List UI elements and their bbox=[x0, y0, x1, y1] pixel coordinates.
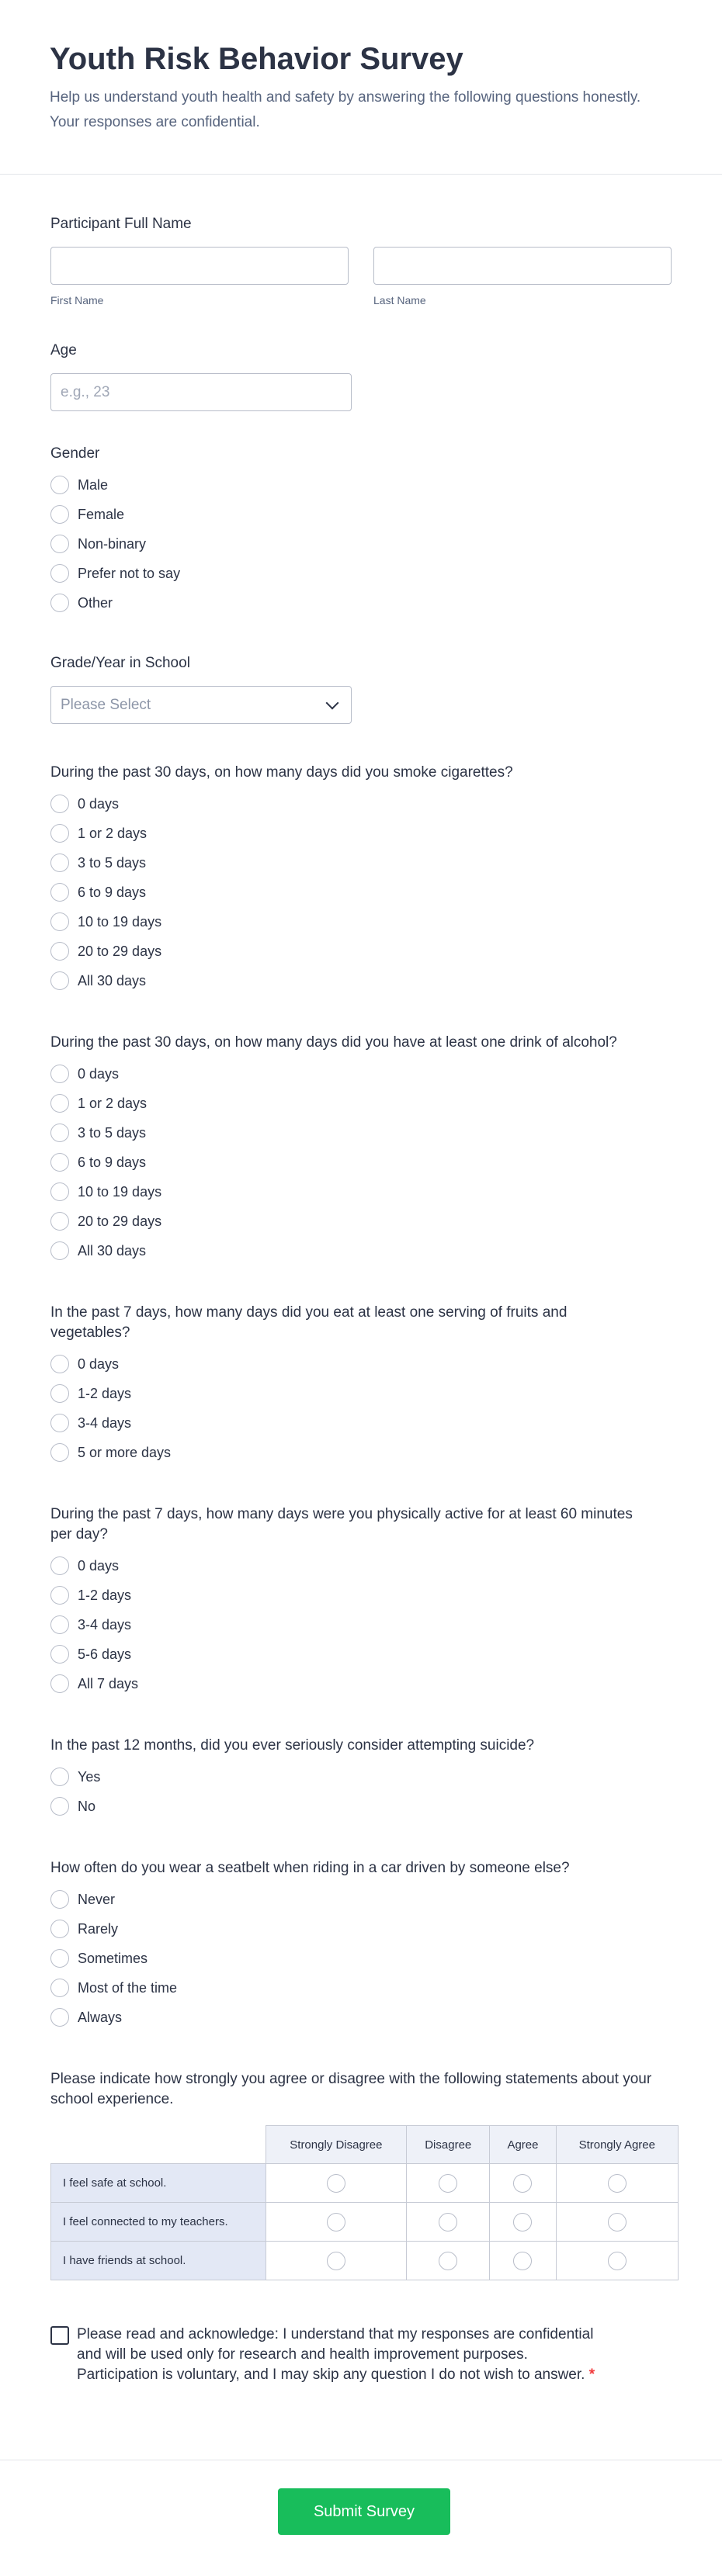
option-label: 1 or 2 days bbox=[78, 1095, 148, 1111]
radio-button[interactable] bbox=[50, 505, 69, 524]
gender-option[interactable] bbox=[50, 529, 672, 559]
cigarettes-field bbox=[50, 763, 672, 995]
option-label: Never bbox=[78, 1891, 116, 1907]
matrix-cell bbox=[266, 2242, 406, 2280]
seatbelt-options bbox=[50, 1885, 672, 2032]
matrix-column-header: Strongly Agree bbox=[556, 2126, 678, 2164]
gender-options bbox=[50, 470, 672, 618]
fruits-option[interactable] bbox=[50, 1349, 672, 1379]
alcohol-option[interactable] bbox=[50, 1148, 672, 1177]
radio-button[interactable] bbox=[50, 1153, 69, 1172]
radio-button[interactable] bbox=[50, 1355, 69, 1373]
alcohol-label: During the past 30 days, on how many days did you have at least one drink of alcohol? bbox=[50, 1034, 617, 1051]
radio-button[interactable] bbox=[50, 1094, 69, 1113]
option-label: 1-2 days bbox=[78, 1385, 132, 1401]
school-matrix bbox=[50, 2125, 679, 2280]
full-name-field bbox=[50, 214, 672, 306]
age-field bbox=[50, 341, 672, 411]
grade-field bbox=[50, 653, 672, 724]
matrix-radio-button[interactable] bbox=[439, 2213, 457, 2231]
matrix-radio-button[interactable] bbox=[327, 2252, 345, 2270]
required-asterisk: * bbox=[588, 2367, 595, 2383]
alcohol-option[interactable] bbox=[50, 1059, 672, 1089]
suicide-option[interactable] bbox=[50, 1762, 672, 1792]
option-label: 0 days bbox=[78, 795, 120, 812]
matrix-cell bbox=[407, 2242, 490, 2280]
acknowledge-checkbox[interactable] bbox=[50, 2326, 69, 2345]
option-label: 10 to 19 days bbox=[78, 1183, 162, 1200]
matrix-column-header: Strongly Disagree bbox=[266, 2126, 406, 2164]
age-label: Age bbox=[50, 342, 77, 358]
option-label: Always bbox=[78, 2009, 123, 2025]
option-label: Rarely bbox=[78, 1920, 119, 1937]
radio-button[interactable] bbox=[50, 1414, 69, 1432]
radio-button[interactable] bbox=[50, 1979, 69, 1997]
option-label: All 7 days bbox=[78, 1675, 139, 1691]
option-label: All 30 days bbox=[78, 1242, 147, 1259]
radio-button[interactable] bbox=[50, 912, 69, 931]
fruits-field bbox=[50, 1303, 672, 1467]
radio-button[interactable] bbox=[50, 1797, 69, 1816]
radio-button[interactable] bbox=[50, 1212, 69, 1231]
cigarettes-option[interactable] bbox=[50, 819, 672, 848]
matrix-cell bbox=[490, 2164, 556, 2203]
radio-button[interactable] bbox=[50, 1065, 69, 1083]
matrix-row-label: I feel safe at school. bbox=[51, 2164, 266, 2203]
school-matrix-field bbox=[50, 2069, 672, 2280]
option-label: 0 days bbox=[78, 1065, 120, 1082]
option-label: 3-4 days bbox=[78, 1616, 132, 1633]
seatbelt-option[interactable] bbox=[50, 1885, 672, 1914]
active-label: During the past 7 days, how many days were you physically active for at least 60 minutes per day? bbox=[50, 1506, 633, 1542]
submit-survey-button[interactable]: Submit Survey bbox=[278, 2488, 450, 2535]
cigarettes-label: During the past 30 days, on how many days did you smoke cigarettes? bbox=[50, 764, 513, 781]
option-label: Sometimes bbox=[78, 1950, 148, 1966]
radio-button[interactable] bbox=[50, 883, 69, 902]
alcohol-options bbox=[50, 1059, 672, 1265]
seatbelt-option[interactable] bbox=[50, 1944, 672, 1973]
matrix-radio-button[interactable] bbox=[327, 2174, 345, 2193]
cigarettes-options bbox=[50, 789, 672, 995]
survey-form bbox=[0, 214, 722, 2385]
option-label: 6 to 9 days bbox=[78, 884, 147, 900]
gender-option[interactable] bbox=[50, 470, 672, 500]
option-label: Most of the time bbox=[78, 1979, 178, 1996]
alcohol-option[interactable] bbox=[50, 1236, 672, 1265]
radio-button[interactable] bbox=[50, 594, 69, 612]
alcohol-field bbox=[50, 1033, 672, 1265]
matrix-body bbox=[51, 2164, 679, 2280]
option-label: No bbox=[78, 1798, 96, 1814]
radio-button[interactable] bbox=[50, 476, 69, 494]
option-label: 3 to 5 days bbox=[78, 1124, 147, 1141]
radio-button[interactable] bbox=[50, 535, 69, 553]
matrix-radio-button[interactable] bbox=[327, 2213, 345, 2231]
suicide-label: In the past 12 months, did you ever seriously consider attempting suicide? bbox=[50, 1737, 535, 1754]
option-label: Yes bbox=[78, 1768, 101, 1785]
alcohol-option[interactable] bbox=[50, 1118, 672, 1148]
radio-button[interactable] bbox=[50, 1615, 69, 1634]
option-label: All 30 days bbox=[78, 972, 147, 989]
alcohol-option[interactable] bbox=[50, 1207, 672, 1236]
matrix-row bbox=[51, 2242, 679, 2280]
acknowledgement-body: Please read and acknowledge: I understand that my responses are confidential and will be used only for research and health improvement purposes. Participation is voluntary, and I may skip any question I do not wish to answer. bbox=[77, 2326, 594, 2383]
grade-label: Grade/Year in School bbox=[50, 655, 190, 671]
suicide-options bbox=[50, 1762, 672, 1821]
active-field bbox=[50, 1504, 672, 1698]
page-subtitle: Help us understand youth health and safety by answering the following questions honestly. Your responses are confidential. bbox=[50, 89, 641, 130]
matrix-radio-button[interactable] bbox=[513, 2252, 532, 2270]
radio-button[interactable] bbox=[50, 564, 69, 583]
grade-select-value: Please Select bbox=[61, 696, 151, 713]
radio-button[interactable] bbox=[50, 1949, 69, 1968]
matrix-cell bbox=[556, 2164, 678, 2203]
active-options bbox=[50, 1551, 672, 1698]
radio-button[interactable] bbox=[50, 1182, 69, 1201]
active-option[interactable] bbox=[50, 1669, 672, 1698]
radio-button[interactable] bbox=[50, 1556, 69, 1575]
option-label: 0 days bbox=[78, 1557, 120, 1574]
active-option[interactable] bbox=[50, 1610, 672, 1639]
matrix-row bbox=[51, 2164, 679, 2203]
matrix-header-row bbox=[51, 2126, 679, 2164]
option-label: 10 to 19 days bbox=[78, 913, 162, 930]
first-name-sublabel: First Name bbox=[50, 294, 104, 306]
option-label: Female bbox=[78, 506, 125, 522]
matrix-row-label: I have friends at school. bbox=[51, 2242, 266, 2280]
matrix-row bbox=[51, 2203, 679, 2242]
acknowledgement-text bbox=[77, 2325, 597, 2385]
option-label: 5-6 days bbox=[78, 1646, 132, 1662]
option-label: 20 to 29 days bbox=[78, 1213, 162, 1229]
alcohol-option[interactable] bbox=[50, 1177, 672, 1207]
matrix-radio-button[interactable] bbox=[608, 2174, 627, 2193]
suicide-field bbox=[50, 1736, 672, 1821]
radio-button[interactable] bbox=[50, 1645, 69, 1664]
active-option[interactable] bbox=[50, 1551, 672, 1581]
radio-button[interactable] bbox=[50, 1241, 69, 1260]
radio-button[interactable] bbox=[50, 1586, 69, 1605]
gender-option[interactable] bbox=[50, 500, 672, 529]
option-label: Male bbox=[78, 476, 109, 493]
cigarettes-option[interactable] bbox=[50, 907, 672, 937]
matrix-radio-button[interactable] bbox=[439, 2174, 457, 2193]
fruits-option[interactable] bbox=[50, 1408, 672, 1438]
option-label: 1-2 days bbox=[78, 1587, 132, 1603]
fruits-options bbox=[50, 1349, 672, 1467]
fruits-option[interactable] bbox=[50, 1438, 672, 1467]
form-footer bbox=[0, 2460, 722, 2576]
option-label: 1 or 2 days bbox=[78, 825, 148, 841]
matrix-cell bbox=[490, 2203, 556, 2242]
matrix-column-header: Agree bbox=[490, 2126, 556, 2164]
grade-select[interactable] bbox=[50, 686, 352, 724]
full-name-label: Participant Full Name bbox=[50, 216, 192, 232]
radio-button[interactable] bbox=[50, 1920, 69, 1938]
first-name-input[interactable] bbox=[50, 247, 349, 285]
cigarettes-option[interactable] bbox=[50, 937, 672, 966]
option-label: Other bbox=[78, 594, 113, 611]
matrix-cell bbox=[490, 2242, 556, 2280]
seatbelt-option[interactable] bbox=[50, 2003, 672, 2032]
form-header bbox=[0, 0, 722, 175]
radio-button[interactable] bbox=[50, 1124, 69, 1142]
radio-button[interactable] bbox=[50, 1890, 69, 1909]
radio-button[interactable] bbox=[50, 1443, 69, 1462]
radio-button[interactable] bbox=[50, 795, 69, 813]
gender-option[interactable] bbox=[50, 588, 672, 618]
radio-button[interactable] bbox=[50, 1768, 69, 1786]
matrix-corner bbox=[51, 2126, 266, 2164]
active-option[interactable] bbox=[50, 1581, 672, 1610]
radio-button[interactable] bbox=[50, 942, 69, 961]
matrix-cell bbox=[556, 2203, 678, 2242]
cigarettes-option[interactable] bbox=[50, 966, 672, 995]
seatbelt-label: How often do you wear a seatbelt when riding in a car driven by someone else? bbox=[50, 1860, 570, 1876]
radio-button[interactable] bbox=[50, 1384, 69, 1403]
fruits-option[interactable] bbox=[50, 1379, 672, 1408]
active-option[interactable] bbox=[50, 1639, 672, 1669]
matrix-radio-button[interactable] bbox=[608, 2252, 627, 2270]
fruits-label: In the past 7 days, how many days did you eat at least one serving of fruits and vegetables? bbox=[50, 1304, 568, 1341]
chevron-down-icon bbox=[326, 696, 339, 709]
matrix-radio-button[interactable] bbox=[513, 2174, 532, 2193]
gender-field bbox=[50, 444, 672, 618]
option-label: Non-binary bbox=[78, 535, 147, 552]
matrix-row-label: I feel connected to my teachers. bbox=[51, 2203, 266, 2242]
cigarettes-option[interactable] bbox=[50, 789, 672, 819]
seatbelt-option[interactable] bbox=[50, 1914, 672, 1944]
radio-button[interactable] bbox=[50, 824, 69, 843]
option-label: 20 to 29 days bbox=[78, 943, 162, 959]
gender-label: Gender bbox=[50, 445, 100, 462]
option-label: Prefer not to say bbox=[78, 565, 181, 581]
last-name-sublabel: Last Name bbox=[373, 294, 426, 306]
matrix-radio-button[interactable] bbox=[439, 2252, 457, 2270]
matrix-radio-button[interactable] bbox=[513, 2213, 532, 2231]
radio-button[interactable] bbox=[50, 1674, 69, 1693]
radio-button[interactable] bbox=[50, 971, 69, 990]
matrix-cell bbox=[556, 2242, 678, 2280]
alcohol-option[interactable] bbox=[50, 1089, 672, 1118]
matrix-radio-button[interactable] bbox=[608, 2213, 627, 2231]
school-matrix-label: Please indicate how strongly you agree or disagree with the following statements about your school experience. bbox=[50, 2071, 652, 2107]
gender-option[interactable] bbox=[50, 559, 672, 588]
matrix-column-header: Disagree bbox=[407, 2126, 490, 2164]
page-title: Youth Risk Behavior Survey bbox=[50, 42, 463, 76]
option-label: 6 to 9 days bbox=[78, 1154, 147, 1170]
option-label: 5 or more days bbox=[78, 1444, 172, 1460]
acknowledgement-field bbox=[50, 2325, 672, 2385]
option-label: 0 days bbox=[78, 1356, 120, 1372]
matrix-cell bbox=[407, 2203, 490, 2242]
seatbelt-option[interactable] bbox=[50, 1973, 672, 2003]
option-label: 3-4 days bbox=[78, 1414, 132, 1431]
matrix-cell bbox=[266, 2164, 406, 2203]
last-name-input[interactable] bbox=[373, 247, 672, 285]
radio-button[interactable] bbox=[50, 853, 69, 872]
suicide-option[interactable] bbox=[50, 1792, 672, 1821]
radio-button[interactable] bbox=[50, 2008, 69, 2027]
age-input[interactable] bbox=[50, 373, 352, 411]
option-label: 3 to 5 days bbox=[78, 854, 147, 871]
matrix-cell bbox=[407, 2164, 490, 2203]
seatbelt-field bbox=[50, 1858, 672, 2032]
cigarettes-option[interactable] bbox=[50, 878, 672, 907]
cigarettes-option[interactable] bbox=[50, 848, 672, 878]
matrix-cell bbox=[266, 2203, 406, 2242]
